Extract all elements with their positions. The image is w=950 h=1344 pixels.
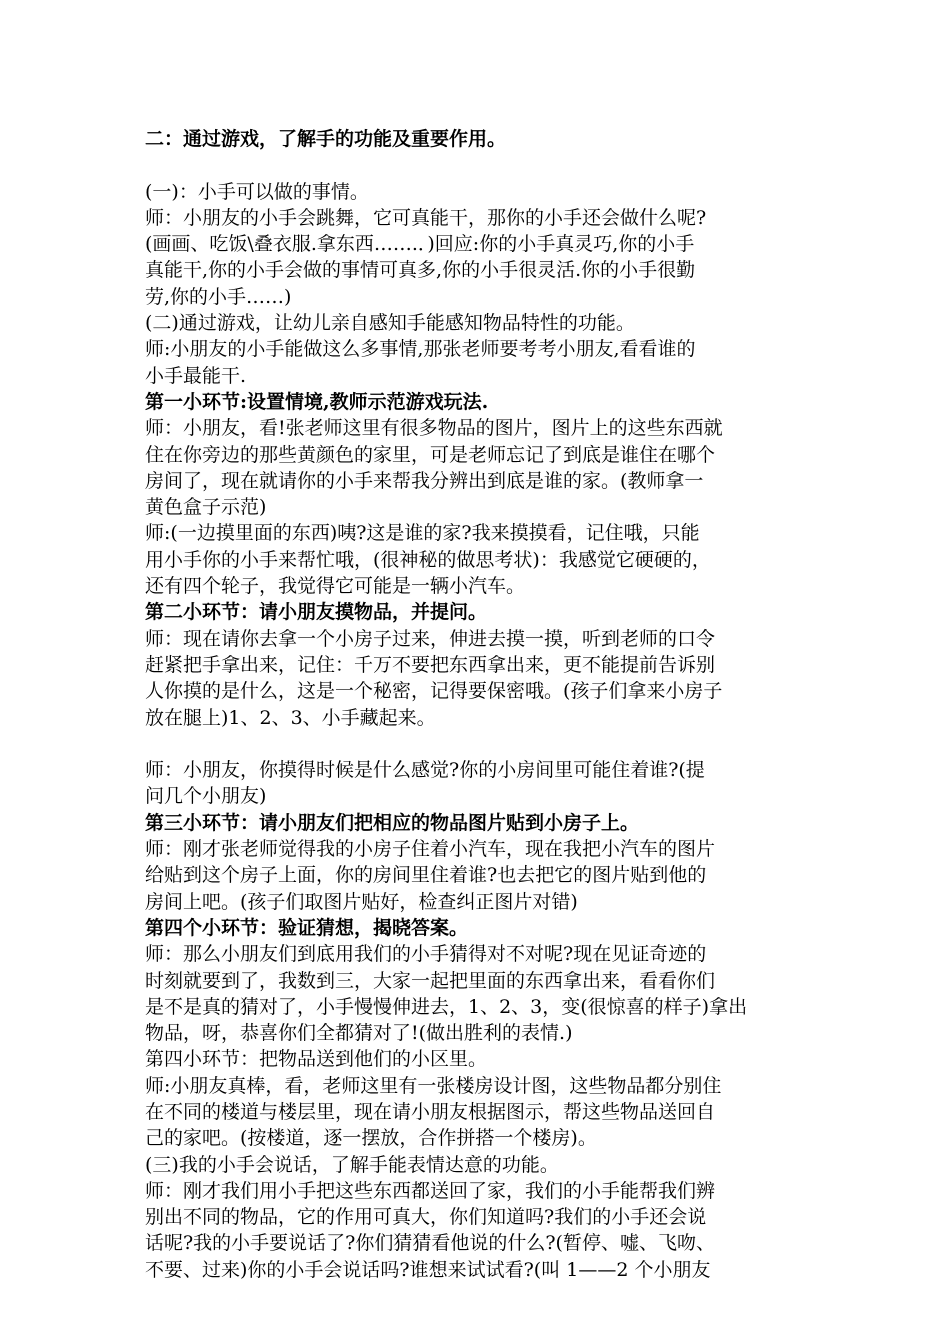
paragraph-line: 别出不同的物品，它的作用可真大，你们知道吗?我们的小手还会说	[145, 1206, 707, 1229]
paragraph-line: (一)：小手可以做的事情。	[145, 180, 369, 203]
section-heading: 第二小环节：请小朋友摸物品，并提问。	[145, 601, 488, 624]
paragraph-line: 小手最能干.	[145, 364, 247, 387]
section-heading: 二：通过游戏，了解手的功能及重要作用。	[145, 128, 507, 150]
paragraph-line: 用小手你的小手来帮忙哦，(很神秘的做思考状)：我感觉它硬硬的，	[145, 548, 711, 571]
paragraph-line: 人你摸的是什么，这是一个秘密，记得要保密哦。(孩子们拿来小房子	[145, 680, 723, 703]
paragraph-line: 第四小环节：把物品送到他们的小区里。	[145, 1048, 488, 1071]
blank-line	[145, 731, 813, 757]
paragraph-line: 师：刚才我们用小手把这些东西都送回了家，我们的小手能帮我们辨	[145, 1179, 716, 1202]
paragraph-line: 师:小朋友的小手能做这么多事情,那张老师要考考小朋友,看看谁的	[145, 338, 696, 361]
paragraph-line: 师:(一边摸里面的东西)咦?这是谁的家?我来摸摸看，记住哦，只能	[145, 522, 700, 545]
paragraph-line: 师：小朋友，看!张老师这里有很多物品的图片，图片上的这些东西就	[145, 417, 723, 440]
paragraph-line: 问几个小朋友)	[145, 785, 267, 808]
paragraph-line: 话呢?我的小手要说话了?你们猜猜看他说的什么?(暂停、嘘、飞吻、	[145, 1232, 715, 1255]
paragraph-line: 师：现在请你去拿一个小房子过来，伸进去摸一摸，听到老师的口令	[145, 627, 716, 650]
paragraph-line: 物品，呀，恭喜你们全都猜对了!(做出胜利的表情.)	[145, 1022, 573, 1045]
document-body	[145, 126, 813, 1283]
paragraph-line: (三)我的小手会说话，了解手能表情达意的功能。	[145, 1153, 559, 1176]
paragraph-line: 师：小朋友的小手会跳舞，它可真能干，那你的小手还会做什么呢?	[145, 206, 707, 229]
paragraph-line: 真能干,你的小手会做的事情可真多,你的小手很灵活.你的小手很勤	[145, 259, 696, 282]
paragraph-line: 己的家吧。(按楼道，逐一摆放，合作拼搭一个楼房)。	[145, 1127, 597, 1150]
paragraph-line: 时刻就要到了，我数到三，大家一起把里面的东西拿出来，看看你们	[145, 969, 716, 992]
paragraph-line: 住在你旁边的那些黄颜色的家里，可是老师忘记了到底是谁住在哪个	[145, 443, 716, 466]
paragraph-line: 师：小朋友，你摸得时候是什么感觉?你的小房间里可能住着谁?(提	[145, 759, 705, 782]
paragraph-line: 还有四个轮子，我觉得它可能是一辆小汽车。	[145, 575, 526, 598]
paragraph-line: 劳,你的小手……)	[145, 285, 292, 308]
paragraph-line: 黄色盒子示范)	[145, 496, 267, 519]
paragraph-line: 房间上吧。(孩子们取图片贴好，检查纠正图片对错)	[145, 890, 578, 913]
paragraph-line: 师：那么小朋友们到底用我们的小手猜得对不对呢?现在见证奇迹的	[145, 943, 707, 966]
paragraph-line: 在不同的楼道与楼层里，现在请小朋友根据图示，帮这些物品送回自	[145, 1100, 716, 1123]
paragraph-line: 师：刚才张老师觉得我的小房子住着小汽车，现在我把小汽车的图片	[145, 838, 716, 861]
paragraph-line: 赶紧把手拿出来，记住：千万不要把东西拿出来，更不能提前告诉别	[145, 653, 716, 676]
section-heading: 第三小环节：请小朋友们把相应的物品图片贴到小房子上。	[145, 811, 640, 834]
paragraph-line: 师:小朋友真棒，看，老师这里有一张楼房设计图，这些物品都分别住	[145, 1074, 722, 1097]
paragraph-line: 放在腿上)1、2、3、小手藏起来。	[145, 706, 436, 729]
paragraph-line: 是不是真的猜对了，小手慢慢伸进去，1、2、3，变(很惊喜的样子)拿出	[145, 995, 748, 1018]
section-heading: 第一小环节:设置情境,教师示范游戏玩法.	[145, 390, 489, 413]
section-heading: 第四个小环节：验证猜想，揭晓答案。	[145, 916, 469, 939]
blank-line	[145, 152, 813, 178]
paragraph-line: 房间了，现在就请你的小手来帮我分辨出到底是谁的家。(教师拿一	[145, 469, 704, 492]
paragraph-line: 给贴到这个房子上面，你的房间里住着谁?也去把它的图片贴到他的	[145, 864, 707, 887]
paragraph-line: (画画、吃饭\叠衣服.拿东西…….．)回应:你的小手真灵巧,你的小手	[145, 233, 695, 256]
paragraph-line: 不要、过来)你的小手会说话吗?谁想来试试看?(叫 1——2 个小朋友	[145, 1258, 711, 1281]
paragraph-line: (二)通过游戏，让幼儿亲自感知手能感知物品特性的功能。	[145, 312, 635, 335]
